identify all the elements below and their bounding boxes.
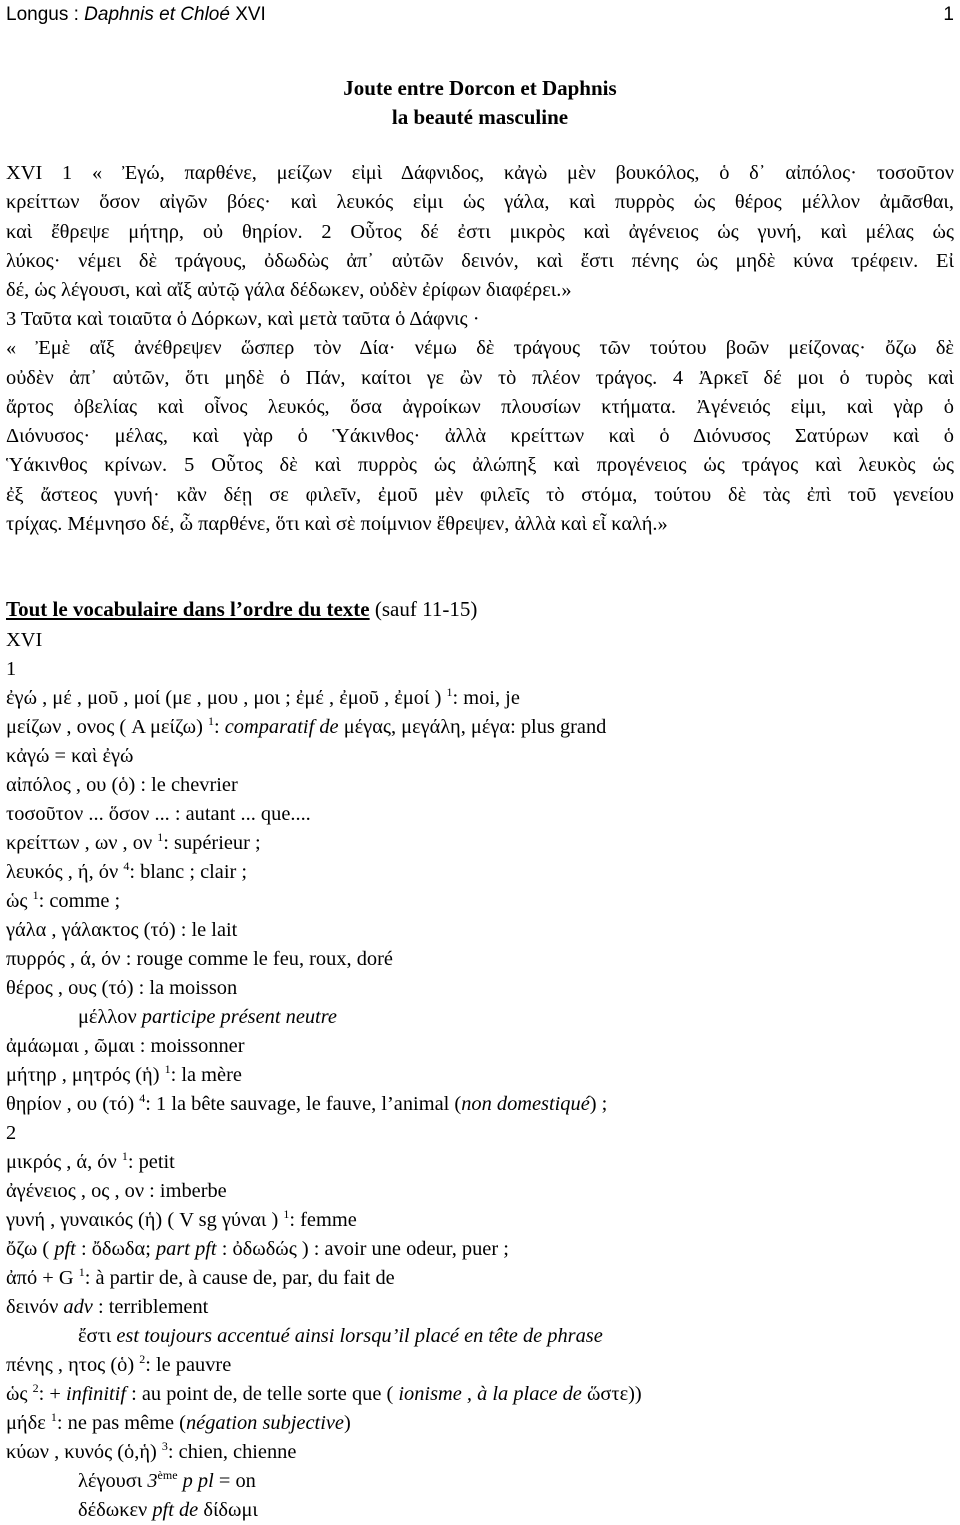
lemma: ἀπό + G [6,1267,79,1289]
frequency-mark: 1 [50,1410,57,1425]
lemma: δέδωκεν [78,1499,153,1521]
vocab-entry [6,1148,954,1177]
vocab-entry: ἀμάωμαι , ῶμαι : moissonner [6,1035,245,1057]
text-line: Ὑάκινθος κρίνων. 5 Οὗτος δὲ καὶ πυρρὸς ὡς ἀλώπηξ καὶ προγένειος ὡς τράγος καὶ λευκὸς ὡς [6,454,954,477]
vocab-entry [6,1409,954,1438]
lemma: δεινόν [6,1296,64,1318]
lemma: ἔστι [78,1325,117,1347]
form: : ὄδωδα; [75,1238,156,1260]
text-line: 3 Ταῦτα καὶ τοιαῦτα ὁ Δόρκων, καὶ μετὰ ταῦτα ὁ Δάφνις · [6,308,480,330]
ordinal-suffix: ème [157,1468,178,1483]
definition: : femme [289,1209,357,1231]
text-line: κρείττων ὅσον αἰγῶν βόες· καὶ λευκός εἰμι ὡς γάλα, καὶ πυρρὸς ὡς θέρος μέλλον ἀμᾶσθαι, [6,191,954,214]
grammar-note: adv [63,1296,93,1318]
chapter-number: XVI [6,629,43,651]
title-line-1: Joute entre Dorcon et Daphnis [343,76,617,100]
grammar-note: non domestiqué [461,1093,590,1115]
grammar-note: infinitif [65,1383,127,1405]
grammar-note: pft de [152,1499,199,1521]
frequency-mark: 1 [121,1149,128,1164]
definition: δίδωμι [198,1499,258,1521]
frequency-mark: 4 [139,1091,146,1106]
vocab-entry [6,887,954,916]
frequency-mark: 1 [157,830,164,845]
chapter-label: XVI [229,4,266,25]
work-title: Daphnis et Chloé [84,4,230,25]
vocabulary-title: Tout le vocabulaire dans l’ordre du texte [6,597,370,621]
author-label: Longus : [6,4,85,25]
vocab-entry [6,1351,954,1380]
text-line: ἄρτος ὀβελίας καὶ οἶνος λευκός, ὅσα ἀγροίκων πλουσίων κτήματα. Ἀγένειός εἰμι, καὶ γὰρ ὁ [6,395,954,418]
frequency-mark: 1 [164,1062,171,1077]
definition: : à partir de, à cause de, par, du fait de [84,1267,395,1289]
greek-paragraph-1 [6,159,954,305]
vocab-entry [6,1264,954,1293]
frequency-mark: 2 [32,1381,39,1396]
vocab-entry [6,858,954,887]
text-line: καὶ ἔθρεψε μήτηρ, οὐ θηρίον. 2 Οὗτος δέ ἐστι μικρὸς καὶ ἀγένειος ὡς γυνή, καὶ μέλας ὡς [6,220,954,243]
greek-paragraph-2 [6,305,954,539]
grammar-note: participe présent neutre [141,1006,337,1028]
grammar-note: comparatif de [224,716,344,738]
vocab-entry: τοσοῦτον ... ὅσον ... : autant ... que.... [6,803,311,825]
lemma: μέλλον [78,1006,142,1028]
vocabulary-heading [6,597,477,622]
grammar-note: part pft [155,1238,217,1260]
title-line-2: la beauté masculine [391,105,569,129]
text-line: « Ἐμὲ αἴξ ἀνέθρεψεν ὥσπερ τὸν Δία· νέμω δὲ τράγους τῶν τούτου βοῶν μείζονας· ὄζω δὲ [6,337,954,360]
definition: : moi, je [452,687,520,709]
lemma: μήτηρ , μητρός (ἡ) [6,1064,165,1086]
page-header [6,4,954,30]
text-line: Διόνυσος· μέλας, καὶ γὰρ ὁ Ὑάκινθος· ἀλλὰ κρείττων καὶ ὁ Διόνυσος Σατύρων καὶ ὁ [6,425,954,448]
frequency-mark: 3 [161,1439,168,1454]
definition: = on [213,1470,256,1492]
lemma: μείζων , ονος ( A μείζω) [6,716,208,738]
section-titles [0,74,960,132]
lemma: ὡς [6,890,33,912]
grammar-note: négation subjective [185,1412,344,1434]
vocabulary-list [6,626,954,1525]
grammar-note: 3 [147,1470,158,1492]
lemma: μήδε [6,1412,51,1434]
lemma: κρείττων , ων , ον [6,832,158,854]
vocabulary-scope: (sauf 11-15) [369,597,478,621]
grammar-note: pft [54,1238,76,1260]
definition: : le pauvre [145,1354,232,1376]
text-line: τρίχας. Μέμνησο δέ, ὦ παρθένε, ὅτι καὶ σὲ ποίμνιον ἔθρεψεν, ἀλλὰ καὶ εἶ καλή.» [6,513,668,536]
grammar-note: p pl [177,1470,214,1492]
grammar-note: ionisme , à la place de [398,1383,582,1405]
lemma: πένης , ητος (ὁ) [6,1354,140,1376]
frequency-mark: 1 [283,1207,290,1222]
lemma: γυνή , γυναικός (ἡ) ( V sg γύναι ) [6,1209,284,1231]
text-line: οὐδὲν ἀπ᾽ αὐτῶν, ὅτι μηδὲ ὁ Πάν, καίτοι γε ὢν τὸ πλέον τράγος. 4 Ἀρκεῖ δέ μοι ὁ τυρὸς καὶ [6,366,954,389]
vocab-entry [6,1380,954,1409]
vocab-entry [6,829,954,858]
vocab-entry: ἀγένειος , ος , ον : imberbe [6,1180,227,1202]
definition: : ne pas même ( [56,1412,186,1434]
definition: : supérieur ; [163,832,261,854]
vocab-entry [6,684,954,713]
definition: : blanc ; clair ; [129,861,248,883]
punctuation: ) ; [589,1093,608,1115]
frequency-mark: 1 [207,714,214,729]
definition: : petit [127,1151,175,1173]
lemma: ἐγώ , μέ , μοῦ , μοί (με , μου , μοι ; ἐμέ , ἐμοῦ , ἐμοί ) [6,687,447,709]
vocab-entry: θέρος , ους (τό) : la moisson [6,977,238,999]
section-number: 2 [6,1122,17,1144]
definition: : la mère [170,1064,242,1086]
vocab-entry [6,1293,954,1322]
vocab-entry: γάλα , γάλακτος (τό) : le lait [6,919,238,941]
vocab-entry [6,1235,954,1264]
definition: : ὀδωδώς ) : avoir une odeur, puer ; [216,1238,509,1260]
vocab-entry [6,1438,954,1467]
construction: : + [38,1383,66,1405]
vocab-entry: κἀγώ = καὶ ἐγώ [6,745,134,767]
comparison: ὥστε)) [581,1383,642,1405]
lemma: ὡς [6,1383,33,1405]
page-number: 1 [943,4,954,25]
text-line: XVI 1 « Ἐγώ, παρθένε, μείζων εἰμὶ Δάφνιδος, κἀγὼ μὲν βουκόλος, ὁ δ᾽ αἰπόλος· τοσοῦτον [6,162,954,184]
definition: : comme ; [38,890,121,912]
frequency-mark: 1 [32,888,39,903]
vocab-note [6,1003,954,1032]
vocab-entry [6,1090,954,1119]
definition: : au point de, de telle sorte que ( [126,1383,399,1405]
lemma: κύων , κυνός (ὁ,ἡ) [6,1441,162,1463]
lemma: μικρός , ά, όν [6,1151,122,1173]
definition: : terriblement [92,1296,209,1318]
separator: : [213,716,225,738]
frequency-mark: 1 [446,685,453,700]
definition: : chien, chienne [167,1441,297,1463]
vocab-note [6,1322,954,1351]
text-line: λύκος· νέμει δὲ τράγους, ὀδωδὼς ἀπ᾽ αὐτῶν δεινόν, καὶ ἔστι πένης ὡς μηδὲ κύνα τρέφειν. Εἰ [6,249,954,272]
text-line: δέ, ὡς λέγουσι, καὶ αἴξ αὐτῷ γάλα δέδωκεν, οὐδὲν ἐρίφων διαφέρει.» [6,279,572,302]
vocab-entry [6,1206,954,1235]
grammar-note: est toujours accentué ainsi lorsqu’il placé en tête de phrase [116,1325,603,1347]
vocab-entry: πυρρός , ά, όν : rouge comme le feu, roux, doré [6,948,393,970]
frequency-mark: 1 [78,1265,85,1280]
lemma: ὄζω ( [6,1238,55,1260]
lemma: λέγουσι [78,1470,148,1492]
vocab-entry: αἰπόλος , ου (ὁ) : le chevrier [6,774,238,796]
vocab-entry [6,713,954,742]
definition: : 1 la bête sauvage, le fauve, l’animal ( [145,1093,462,1115]
vocab-entry [6,1061,954,1090]
lemma: λευκός , ή, όν [6,861,124,883]
lemma: θηρίον , ου (τό) [6,1093,140,1115]
punctuation: ) [343,1412,351,1434]
running-title [6,4,266,26]
vocab-note [6,1467,954,1496]
definition: μέγας, μεγάλη, μέγα: plus grand [343,716,607,738]
text-line: ἐξ ἄστεος γυνή· κἂν δέῃ σε φιλεῖν, ἐμοῦ μὲν φιλεῖς τὸ στόμα, τούτου δὲ τὰς ἐπὶ τοῦ γενείου [6,483,954,506]
frequency-mark: 2 [139,1352,146,1367]
frequency-mark: 4 [123,859,130,874]
vocab-note [6,1496,954,1525]
section-number: 1 [6,658,17,680]
